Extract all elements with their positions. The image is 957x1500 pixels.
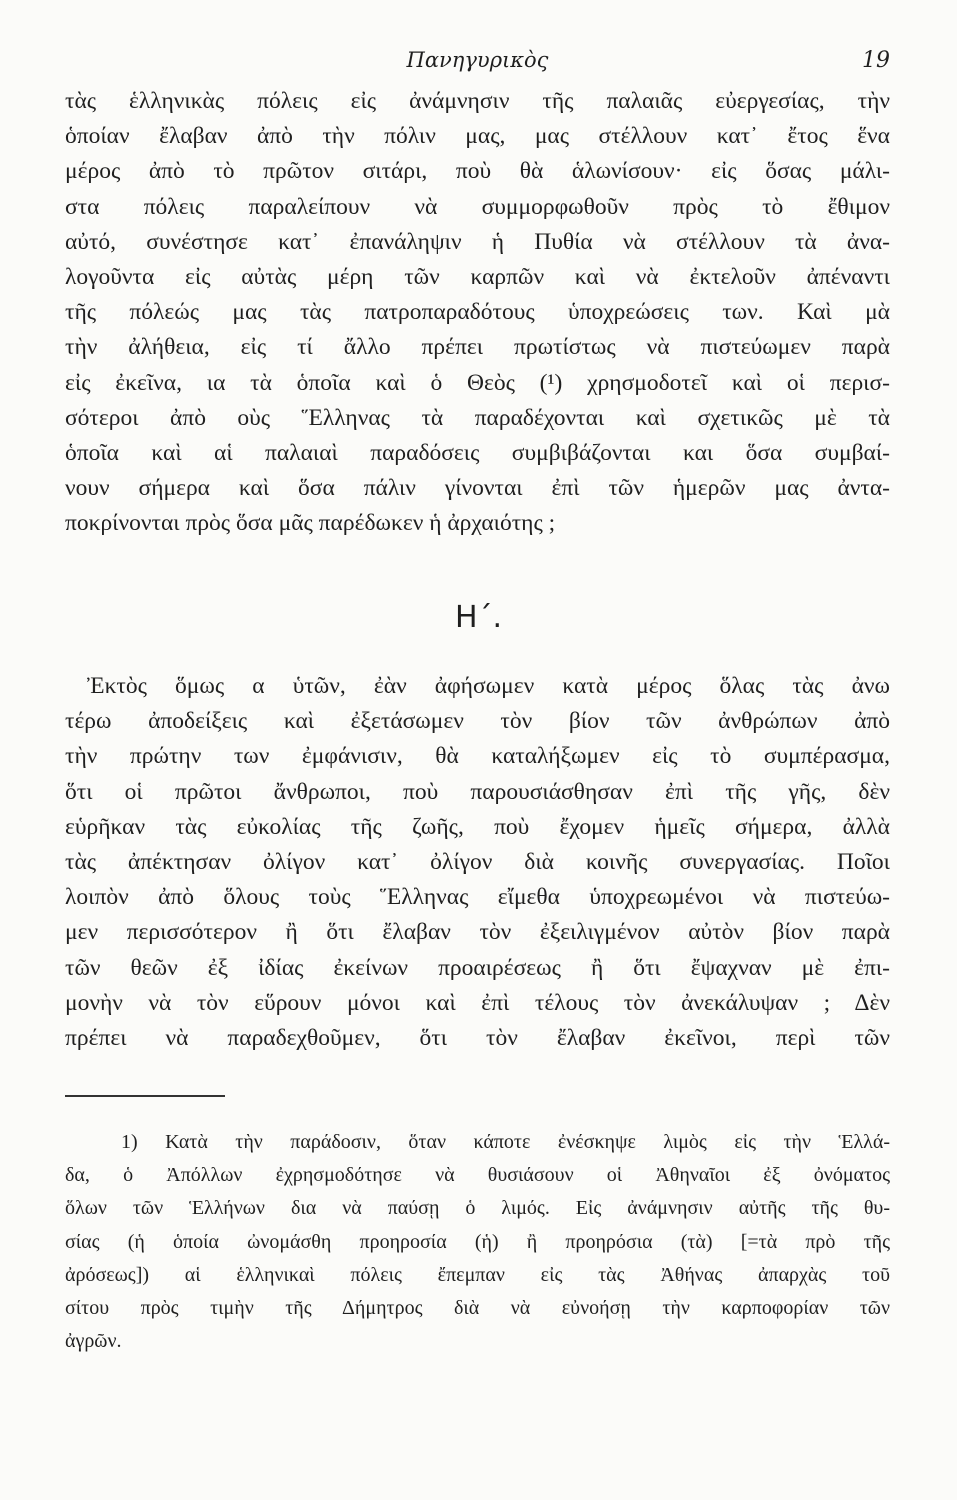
text-line: σίτου πρὸς τιμὴν τῆς Δήμητρος διὰ νὰ εὐνοήσῃ τὴν καρποφορίαν τῶν [65,1296,890,1319]
text-line: 1) Κατὰ τὴν παράδοσιν, ὅταν κάποτε ἐνέσκηψε λιμὸς εἰς τὴν Ἑλλά- [121,1131,890,1153]
section-heading: Η΄. [454,600,503,635]
text-line: ἀγρῶν. [65,1330,122,1353]
paragraph-1 [65,84,890,541]
text-line: τὴν πρώτην των ἐμφάνισιν, θὰ καταλήξωμεν εἰς τὸ συμπέρασμα, [65,743,890,770]
text-line: τέρω ἀποδείξεις καὶ ἐξετάσωμεν τὸν βίον τῶν ἀνθρώπων ἀπὸ [65,708,890,735]
text-line: στα πόλεις παραλείπουν νὰ συμμορφωθοῦν πρὸς τὸ ἔθιμον [65,193,890,220]
text-line: λοιπὸν ἀπὸ ὅλους τοὺς Ἕλληνας εἴμεθα ὑποχρεωμένοι νὰ πιστεύω- [65,884,890,911]
text-line: ὁποῖα καὶ αἱ παλαιαὶ παραδόσεις συμβιβάζονται και ὅσα συμβαί- [65,439,890,466]
text-line: ἀρόσεως]) αἱ ἑλληνικαὶ πόλεις ἔπεμπαν εἰς τὰς Ἀθήνας ἀπαρχὰς τοῦ [65,1263,890,1286]
page-number: 19 [862,48,890,73]
text-line: Ἐκτὸς ὅμως α ὑτῶν, ἐὰν ἀφήσωμεν κατὰ μέρος ὅλας τὰς ἀνω [87,673,890,699]
text-line: τῶν θεῶν ἐξ ἰδίας ἐκείνων προαιρέσεως ἢ ὅτι ἔψαχναν μὲ ἐπι- [65,954,890,981]
text-line: τὴν ἀλήθεια, εἰς τί ἄλλο πρέπει πρωτίστως νὰ πιστεύωμεν παρὰ [65,334,890,361]
text-line: ὅτι οἱ πρῶτοι ἄνθρωποι, ποὺ παρουσιάσθησαν ἐπὶ τῆς γῆς, δὲν [65,778,890,805]
page-header [65,48,890,78]
text-line: ὅλων τῶν Ἑλλήνων δια νὰ παύσῃ ὁ λιμός. Εἰς ἀνάμνησιν αὐτῆς τῆς θυ- [65,1197,890,1220]
text-line: ὁποίαν ἔλαβαν ἀπὸ τὴν πόλιν μας, μας στέλλουν κατ᾽ ἔτος ἕνα [65,123,890,150]
text-line: μονὴν νὰ τὸν εὕρουν μόνοι καὶ ἐπὶ τέλους τὸν ἀνεκάλυψαν ; Δὲν [65,989,890,1016]
text-line: σίας (ἡ ὁποία ὠνομάσθη προηροσία (ἡ) ἢ προηρόσια (τὰ) [=τὰ πρὸ τῆς [65,1230,890,1253]
text-line: μέρος ἀπὸ τὸ πρῶτον σιτάρι, ποὺ θὰ ἁλωνίσουν· εἰς ὅσας μάλι- [65,158,890,185]
text-line: δα, ὁ Ἀπόλλων ἐχρησμοδότησε νὰ θυσιάσουν οἱ Ἀθηναῖοι ἐξ ὀνόματος [65,1164,890,1187]
paragraph-2 [65,669,890,1056]
text-line: νουν σήμερα καὶ ὅσα πάλιν γίνονται ἐπὶ τῶν ἡμερῶν μας ἀντα- [65,475,890,502]
text-line: εἰς ἐκεῖνα, ια τὰ ὁποῖα καὶ ὁ Θεὸς (¹) χρησμοδοτεῖ καὶ οἱ περισ- [65,369,890,396]
text-line: εὑρῆκαν τὰς εὐκολίας τῆς ζωῆς, ποὺ ἔχομεν ἡμεῖς σήμερα, ἀλλὰ [65,813,890,840]
text-line: πρέπει νὰ παραδεχθοῦμεν, ὅτι τὸν ἔλαβαν ἐκεῖνοι, περὶ τῶν [65,1024,890,1051]
footnote [65,1126,890,1358]
text-line: τῆς πόλεώς μας τὰς πατροπαραδότους ὑποχρεώσεις των. Καὶ μὰ [65,299,890,326]
text-line: σότεροι ἀπὸ οὺς Ἕλληνας τὰ παραδέχονται καὶ σχετικῶς μὲ τὰ [65,404,890,431]
text-line: τὰς ἀπέκτησαν ὀλίγον κατ᾽ ὀλίγον διὰ κοινῆς συνεργασίας. Ποῖοι [65,848,890,875]
text-line: τὰς ἑλληνικὰς πόλεις εἰς ἀνάμνησιν τῆς παλαιᾶς εὐεργεσίας, τὴν [65,88,890,114]
text-line: ποκρίνονται πρὸς ὅσα μᾶς παρέδωκεν ἡ ἀρχαιότης ; [65,510,556,537]
running-title: Πανηγυρικὸς [406,48,549,72]
text-line: λογοῦντα εἰς αὐτὰς μέρη τῶν καρπῶν καὶ νὰ ἐκτελοῦν ἀπέναντι [65,263,890,290]
footnote-divider [65,1095,225,1097]
text-line: αὐτό, συνέστησε κατ᾽ ἐπανάληψιν ἡ Πυθία νὰ στέλλουν τὰ ἀνα- [65,228,890,255]
text-line: μεν περισσότερον ἢ ὅτι ἔλαβαν τὸν ἐξειλιγμένον αὐτὸν βίον παρὰ [65,919,890,946]
